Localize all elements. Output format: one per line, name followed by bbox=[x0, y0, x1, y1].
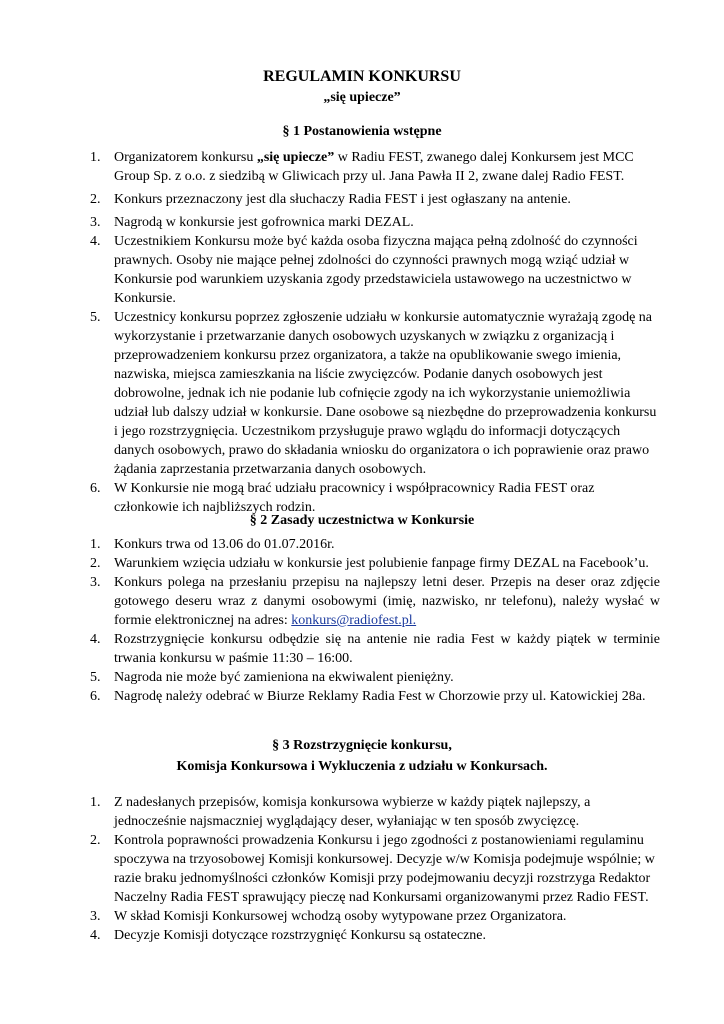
list-item bbox=[90, 148, 660, 186]
item-number: 3. bbox=[90, 575, 101, 590]
list-item bbox=[90, 793, 660, 831]
item-number: 6. bbox=[90, 481, 101, 496]
section-3-list bbox=[90, 793, 660, 945]
list-item bbox=[90, 926, 660, 945]
document-subtitle: „się upiecze” bbox=[323, 90, 401, 105]
item-text: Nagrodę należy odebrać w Biurze Reklamy Radia Fest w Chorzowie przy ul. Katowickiej 28a. bbox=[114, 689, 646, 704]
item-number: 3. bbox=[90, 215, 101, 230]
item-text: w Radiu FEST, zwanego dalej Konkursem jest MCC Group Sp. z o.o. z siedzibą w Gliwicach przy ul. Jana Pawła II 2, zwane dalej Radio FEST. bbox=[114, 150, 634, 184]
list-item bbox=[90, 907, 660, 926]
item-text: Nagroda nie może być zamieniona na ekwiwalent pieniężny. bbox=[114, 670, 454, 685]
list-item bbox=[90, 554, 660, 573]
item-text: Warunkiem wzięcia udziału w konkursie jest polubienie fanpage firmy DEZAL na Facebook’u. bbox=[114, 556, 649, 571]
section-1-list bbox=[90, 148, 660, 517]
item-text: Rozstrzygnięcie konkursu odbędzie się na antenie nie radia Fest w każdy piątek w terminie trwania konkursu w paśmie 11:30 – 16:00. bbox=[114, 632, 660, 666]
item-text: Konkurs polega na przesłaniu przepisu na najlepszy letni deser. Przepis na deser oraz zdjęcie gotowego deseru wraz z danymi osobowymi (imię, nazwisko, nr telefonu), należy wysłać w formie elektronicznej na adres: bbox=[114, 575, 660, 628]
list-item bbox=[90, 687, 660, 706]
item-number: 4. bbox=[90, 632, 101, 647]
list-item bbox=[90, 535, 660, 554]
list-item bbox=[90, 668, 660, 687]
item-text: Uczestnicy konkursu poprzez zgłoszenie udziału w konkursie automatycznie wyrażają zgodę na wykorzystanie i przetwarzanie danych osobowych uzyskanych w związku z organizacją i przeprowadzeniem konkursu przez organizatora, a także na opublikowanie swego imienia, nazwiska, miejsca zamieszkania na liście zwycięzców. Podanie danych osobowych jest dobrowolne, jednak ich nie podanie lub cofnięcie zgody na ich wykorzystanie uniemożliwia udział lub dalszy udział w konkursie. Dane osobowe są niezbędne do przeprowadzenia konkursu i jego rozstrzygnięcia. Uczestnikom przysługuje prawo wglądu do informacji dotyczących danych osobowych, prawo do składania wniosku do organizatora o ich poprawienie oraz prawo żądania zaprzestania przetwarzania danych osobowych. bbox=[114, 310, 657, 477]
section-1-heading: § 1 Postanowienia wstępne bbox=[282, 124, 442, 139]
item-number: 2. bbox=[90, 833, 101, 848]
list-item bbox=[90, 232, 660, 308]
list-item bbox=[90, 831, 660, 907]
item-text: Konkurs przeznaczony jest dla słuchaczy Radia FEST i jest ogłaszany na antenie. bbox=[114, 192, 571, 207]
item-number: 1. bbox=[90, 795, 101, 810]
list-item bbox=[90, 630, 660, 668]
item-number: 6. bbox=[90, 689, 101, 704]
item-number: 2. bbox=[90, 192, 101, 207]
email-link[interactable]: konkurs@radiofest.pl. bbox=[291, 613, 417, 628]
item-text: W Konkursie nie mogą brać udziału pracownicy i współpracownicy Radia FEST oraz członkowie ich najbliższych rodzin. bbox=[114, 481, 595, 515]
item-text: Kontrola poprawności prowadzenia Konkursu i jego zgodności z postanowieniami regulaminu spoczywa na trzyosobowej Komisji konkursowej. Decyzje w/w Komisja podejmuje wspólnie; w razie braku jednomyślności członków Komisji przy podejmowaniu decyzji rozstrzyga Redaktor Naczelny Radia FEST sprawujący pieczę nad Konkursami organizowanymi przez Radio FEST. bbox=[114, 833, 655, 905]
item-number: 3. bbox=[90, 909, 101, 924]
item-number: 4. bbox=[90, 234, 101, 249]
document-title: REGULAMIN KONKURSU bbox=[263, 68, 461, 85]
list-item bbox=[90, 573, 660, 630]
section-3-subheading: Komisja Konkursowa i Wykluczenia z udziału w Konkursach. bbox=[176, 759, 548, 774]
section-2-heading: § 2 Zasady uczestnictwa w Konkursie bbox=[249, 513, 475, 528]
item-text: Nagrodą w konkursie jest gofrownica marki DEZAL. bbox=[114, 215, 414, 230]
item-text: Konkurs trwa od 13.06 do 01.07.2016r. bbox=[114, 537, 335, 552]
item-text: Organizatorem konkursu bbox=[114, 150, 257, 165]
item-number: 2. bbox=[90, 556, 101, 571]
item-text: Decyzje Komisji dotyczące rozstrzygnięć Konkursu są ostateczne. bbox=[114, 928, 487, 943]
list-item bbox=[90, 190, 660, 209]
section-2-list bbox=[90, 535, 660, 706]
item-number: 1. bbox=[90, 537, 101, 552]
list-item bbox=[90, 213, 660, 232]
item-number: 5. bbox=[90, 670, 101, 685]
list-item bbox=[90, 308, 660, 479]
item-text: Z nadesłanych przepisów, komisja konkursowa wybierze w każdy piątek najlepszy, a jednocześnie najsmaczniej wyglądający deser, wyłaniając w ten sposób zwycięzcę. bbox=[114, 795, 591, 829]
item-number: 5. bbox=[90, 310, 101, 325]
item-number: 1. bbox=[90, 150, 101, 165]
section-3-heading: § 3 Rozstrzygnięcie konkursu, bbox=[272, 738, 452, 753]
item-number: 4. bbox=[90, 928, 101, 943]
item-text-bold: „się upiecze” bbox=[256, 150, 335, 165]
item-text: Uczestnikiem Konkursu może być każda osoba fizyczna mająca pełną zdolność do czynności prawnych. Osoby nie mające pełnej zdolności do czynności prawnych mogą wziąć udział w Konkursie pod warunkiem uzyskania zgody przedstawiciela ustawowego na uczestnictwo w Konkursie. bbox=[114, 234, 638, 306]
item-text: W skład Komisji Konkursowej wchodzą osoby wytypowane przez Organizatora. bbox=[114, 909, 567, 924]
